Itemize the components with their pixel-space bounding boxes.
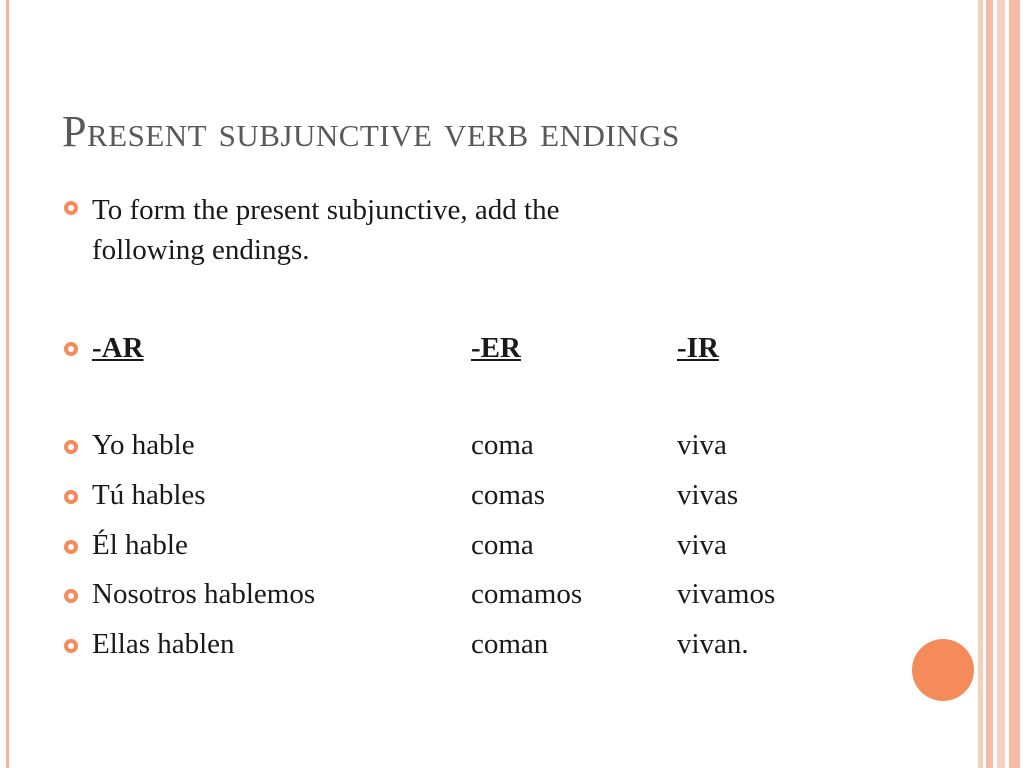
conjugation-ar: Tú hables — [92, 479, 206, 511]
conjugation-er: comas — [471, 479, 546, 511]
bullet-icon — [64, 589, 78, 603]
left-border-line — [6, 0, 9, 768]
conjugation-ar: Nosotros hablemos — [92, 578, 316, 610]
conjugation-er: coma — [471, 429, 534, 461]
conjugation-ir: vivas — [677, 479, 739, 511]
conjugation-er: comamos — [471, 578, 583, 610]
intro-line: following endings. — [92, 234, 310, 266]
bullet-icon — [64, 342, 78, 356]
right-stripe — [978, 0, 983, 768]
column-header-er: -ER — [471, 332, 521, 364]
conjugation-er: coma — [471, 529, 534, 561]
orange-circle-decoration — [912, 639, 974, 701]
conjugation-ar: Yo hable — [92, 429, 195, 461]
intro-paragraph — [92, 190, 559, 270]
conjugation-ir: vivamos — [677, 578, 776, 610]
conjugation-ir: viva — [677, 429, 727, 461]
right-stripe — [986, 0, 993, 768]
slide-title: Present subjunctive verb endings — [62, 107, 680, 156]
bullet-icon — [64, 639, 78, 653]
conjugation-ar: Él hable — [92, 529, 188, 561]
right-stripe — [1009, 0, 1020, 768]
bullet-icon — [64, 490, 78, 504]
conjugation-ar: Ellas hablen — [92, 628, 235, 660]
conjugation-ir: viva — [677, 529, 727, 561]
bullet-icon — [64, 540, 78, 554]
conjugation-er: coman — [471, 628, 549, 660]
column-header-ir: -IR — [677, 332, 719, 364]
right-stripe — [997, 0, 1005, 768]
intro-line: To form the present subjunctive, add the — [92, 194, 560, 226]
column-header-ar: -AR — [92, 332, 144, 364]
bullet-icon — [64, 201, 78, 215]
bullet-icon — [64, 440, 78, 454]
conjugation-ir: vivan. — [677, 628, 749, 660]
